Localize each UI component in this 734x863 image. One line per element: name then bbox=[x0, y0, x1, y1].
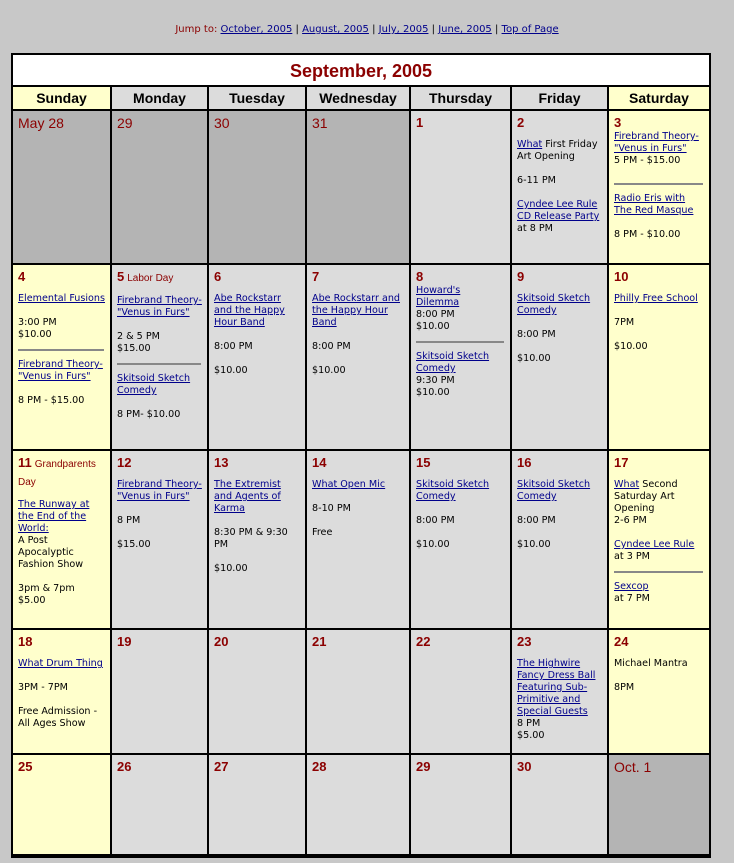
day-number: 12 bbox=[117, 455, 132, 470]
day-number: May 28 bbox=[18, 115, 64, 131]
calendar-table bbox=[11, 53, 711, 858]
day-cell-sep-13 bbox=[209, 451, 305, 628]
event-time: 7PM bbox=[614, 317, 635, 328]
day-number: Oct. 1 bbox=[614, 759, 652, 775]
event-time: at 3 PM bbox=[614, 551, 650, 562]
event-price: $10.00 bbox=[416, 539, 450, 550]
event-price: 8 PM - $15.00 bbox=[18, 395, 85, 406]
event-price: $10.00 bbox=[517, 539, 551, 550]
event-link[interactable]: Firebrand Theory- "Venus in Furs" bbox=[614, 131, 699, 154]
event-link[interactable]: Sexcop bbox=[614, 581, 649, 592]
day-number: 18 bbox=[18, 634, 33, 649]
day-cell-sep-25 bbox=[13, 755, 110, 854]
day-cell-sep-19 bbox=[112, 630, 207, 753]
event-time: at 8 PM bbox=[517, 223, 553, 234]
jump-link-june[interactable]: June, 2005 bbox=[438, 24, 492, 35]
day-number: 17 bbox=[614, 455, 629, 470]
day-number: 7 bbox=[312, 269, 320, 284]
event-time: 8 PM bbox=[117, 515, 141, 526]
day-number: 9 bbox=[517, 269, 525, 284]
day-cell-sep-11 bbox=[13, 451, 110, 628]
day-cell-sep-27 bbox=[209, 755, 305, 854]
day-number: 6 bbox=[214, 269, 222, 284]
jump-link-october[interactable]: October, 2005 bbox=[220, 24, 293, 35]
day-cell-sep-3 bbox=[609, 111, 709, 263]
jump-bar bbox=[0, 24, 734, 35]
day-number: 5 Labor Day bbox=[117, 269, 174, 284]
day-number: 16 bbox=[517, 455, 532, 470]
event-price: $10.00 bbox=[312, 365, 346, 376]
event-link[interactable]: Firebrand Theory- "Venus in Furs" bbox=[117, 295, 202, 318]
day-header-thursday: Thursday bbox=[411, 87, 510, 109]
event-link[interactable]: What bbox=[614, 479, 640, 490]
event-time: 3pm & 7pm bbox=[18, 583, 75, 594]
event-price: 8 PM - $10.00 bbox=[614, 229, 681, 240]
jump-link-top[interactable]: Top of Page bbox=[501, 24, 559, 35]
event-time: 8-10 PM bbox=[312, 503, 351, 514]
day-cell-sep-9 bbox=[512, 265, 607, 449]
event-time: 8:00 PM bbox=[416, 515, 455, 526]
day-cell-sep-22 bbox=[411, 630, 510, 753]
event-time: 8:00 PM bbox=[517, 515, 556, 526]
day-header-saturday: Saturday bbox=[609, 87, 709, 109]
day-cell-sep-29 bbox=[411, 755, 510, 854]
day-cell-sep-18 bbox=[13, 630, 110, 753]
day-number: 8 bbox=[416, 269, 424, 284]
jump-link-july[interactable]: July, 2005 bbox=[378, 24, 429, 35]
day-number: 14 bbox=[312, 455, 327, 470]
event-link[interactable]: Abe Rockstarr and the Happy Hour Band bbox=[214, 293, 285, 328]
event-text: First Friday Art Opening bbox=[517, 139, 598, 162]
day-cell-sep-5 bbox=[112, 265, 207, 449]
event-link[interactable]: Elemental Fusions bbox=[18, 293, 105, 304]
event-link[interactable]: The Red Masque bbox=[614, 205, 694, 216]
event-link[interactable]: Skitsoid Sketch Comedy bbox=[517, 479, 591, 502]
event-link[interactable]: Howard's Dilemma bbox=[416, 285, 461, 308]
day-cell-may-28 bbox=[13, 111, 110, 263]
event-time: 8:00 PM bbox=[416, 309, 455, 320]
event-divider bbox=[416, 341, 504, 343]
event-price: $15.00 bbox=[117, 539, 151, 550]
jump-label: Jump to: bbox=[175, 24, 218, 35]
day-cell-may-30 bbox=[209, 111, 305, 263]
event-time: at 7 PM bbox=[614, 593, 650, 604]
day-number: 15 bbox=[416, 455, 431, 470]
event-price: $10.00 bbox=[614, 341, 648, 352]
day-number: 30 bbox=[517, 759, 532, 774]
event-price: $15.00 bbox=[117, 343, 151, 354]
day-cell-sep-14 bbox=[307, 451, 409, 628]
event-link[interactable]: Philly Free School bbox=[614, 293, 698, 304]
separator: | bbox=[372, 24, 376, 35]
event-time: 3:00 PM bbox=[18, 317, 57, 328]
calendar-title: September, 2005 bbox=[13, 55, 709, 85]
day-number: 30 bbox=[214, 115, 230, 131]
event-price: $10.00 bbox=[214, 365, 248, 376]
event-divider bbox=[614, 183, 703, 185]
day-cell-may-29 bbox=[112, 111, 207, 263]
event-price: $10.00 bbox=[214, 563, 248, 574]
event-link[interactable]: What bbox=[517, 139, 543, 150]
day-cell-sep-17 bbox=[609, 451, 709, 628]
day-cell-sep-16 bbox=[512, 451, 607, 628]
day-cell-sep-23 bbox=[512, 630, 607, 753]
day-cell-sep-7 bbox=[307, 265, 409, 449]
event-price: $10.00 bbox=[18, 329, 52, 340]
day-cell-may-31 bbox=[307, 111, 409, 263]
event-divider bbox=[117, 363, 201, 365]
event-time: 2-6 PM bbox=[614, 515, 647, 526]
day-number: 29 bbox=[117, 115, 133, 131]
event-text: Free Admission - All Ages Show bbox=[18, 706, 98, 729]
day-number: 21 bbox=[312, 634, 327, 649]
day-header-tuesday: Tuesday bbox=[209, 87, 305, 109]
event-link[interactable]: Cyndee Lee Rule CD Release Party bbox=[517, 199, 600, 222]
day-number: 10 bbox=[614, 269, 629, 284]
separator: | bbox=[494, 24, 499, 35]
day-number: 2 bbox=[517, 115, 525, 130]
day-cell-sep-1 bbox=[411, 111, 510, 263]
jump-link-august[interactable]: August, 2005 bbox=[302, 24, 369, 35]
day-number: 28 bbox=[312, 759, 327, 774]
day-cell-oct-1 bbox=[609, 755, 709, 854]
day-number: 20 bbox=[214, 634, 229, 649]
event-time: 2 & 5 PM bbox=[117, 331, 160, 342]
day-number: 27 bbox=[214, 759, 229, 774]
event-price: $10.00 bbox=[416, 321, 450, 332]
event-price: $10.00 bbox=[517, 353, 551, 364]
event-text: Second Saturday Art Opening bbox=[614, 479, 678, 514]
day-cell-sep-28 bbox=[307, 755, 409, 854]
event-link[interactable]: The Extremist and Agents of Karma bbox=[214, 479, 281, 514]
event-link[interactable]: Firebrand Theory- "Venus in Furs" bbox=[117, 479, 202, 502]
event-time: 8:00 PM bbox=[214, 341, 253, 352]
day-number: 25 bbox=[18, 759, 33, 774]
event-time: 3PM - 7PM bbox=[18, 682, 68, 693]
day-cell-sep-15 bbox=[411, 451, 510, 628]
day-number: 22 bbox=[416, 634, 431, 649]
event-price: 8 PM- $10.00 bbox=[117, 409, 181, 420]
day-header-monday: Monday bbox=[112, 87, 207, 109]
event-price: Free bbox=[312, 527, 333, 538]
day-cell-sep-6 bbox=[209, 265, 305, 449]
day-number: 24 bbox=[614, 634, 629, 649]
event-link[interactable]: What Drum Thing bbox=[18, 658, 103, 669]
event-price: $10.00 bbox=[416, 387, 450, 398]
event-time: 8:30 PM & 9:30 PM bbox=[214, 527, 288, 550]
day-number: 11 Grandparents Day bbox=[18, 455, 96, 488]
day-number: 26 bbox=[117, 759, 132, 774]
day-cell-sep-24 bbox=[609, 630, 709, 753]
day-cell-sep-2 bbox=[512, 111, 607, 263]
event-link[interactable]: Skitsoid Sketch Comedy bbox=[416, 479, 490, 502]
day-cell-sep-30 bbox=[512, 755, 607, 854]
event-text: Michael Mantra bbox=[614, 658, 688, 669]
day-header-wednesday: Wednesday bbox=[307, 87, 409, 109]
day-cell-sep-4 bbox=[13, 265, 110, 449]
event-price: $5.00 bbox=[517, 730, 545, 741]
event-link[interactable]: Firebrand Theory- "Venus in Furs" bbox=[18, 359, 103, 382]
day-cell-sep-12 bbox=[112, 451, 207, 628]
day-number: 31 bbox=[312, 115, 328, 131]
event-time: 8PM bbox=[614, 682, 635, 693]
holiday-label: Grandparents Day bbox=[18, 459, 96, 488]
separator: | bbox=[295, 24, 299, 35]
event-link[interactable]: Cyndee Lee Rule bbox=[614, 539, 695, 550]
holiday-label: Labor Day bbox=[127, 273, 174, 284]
day-number: 3 bbox=[614, 115, 622, 130]
event-price: $5.00 bbox=[18, 595, 46, 606]
event-text: A Post Apocalyptic Fashion Show bbox=[18, 535, 84, 570]
day-header-friday: Friday bbox=[512, 87, 607, 109]
event-divider bbox=[18, 349, 104, 351]
day-number: 19 bbox=[117, 634, 132, 649]
event-time: 8 PM bbox=[517, 718, 541, 729]
event-link[interactable]: The Runway at the End of the World: bbox=[18, 499, 90, 534]
event-divider bbox=[614, 571, 703, 573]
event-link[interactable]: Skitsoid Sketch Comedy bbox=[416, 351, 490, 374]
day-number: 23 bbox=[517, 634, 532, 649]
day-number: 29 bbox=[416, 759, 431, 774]
day-cell-sep-10 bbox=[609, 265, 709, 449]
day-cell-sep-20 bbox=[209, 630, 305, 753]
event-time: 8:00 PM bbox=[312, 341, 351, 352]
event-link[interactable]: The Highwire Fancy Dress Ball Featuring Sub-Primitive and Special Guests bbox=[517, 658, 596, 717]
day-header-sunday: Sunday bbox=[13, 87, 110, 109]
day-number: 13 bbox=[214, 455, 229, 470]
day-cell-sep-26 bbox=[112, 755, 207, 854]
event-link[interactable]: Skitsoid Sketch Comedy bbox=[117, 373, 191, 396]
separator: | bbox=[431, 24, 436, 35]
day-cell-sep-8 bbox=[411, 265, 510, 449]
event-link[interactable]: Radio Eris with bbox=[614, 193, 686, 204]
event-time: 8:00 PM bbox=[517, 329, 556, 340]
day-number: 1 bbox=[416, 115, 424, 130]
event-link[interactable]: Skitsoid Sketch Comedy bbox=[517, 293, 591, 316]
event-time: 9:30 PM bbox=[416, 375, 455, 386]
day-cell-sep-21 bbox=[307, 630, 409, 753]
event-link[interactable]: What Open Mic bbox=[312, 479, 386, 490]
day-number: 4 bbox=[18, 269, 26, 284]
event-time: 5 PM - $15.00 bbox=[614, 155, 681, 166]
event-time: 6-11 PM bbox=[517, 175, 556, 186]
event-link[interactable]: Abe Rockstarr and the Happy Hour Band bbox=[312, 293, 400, 328]
